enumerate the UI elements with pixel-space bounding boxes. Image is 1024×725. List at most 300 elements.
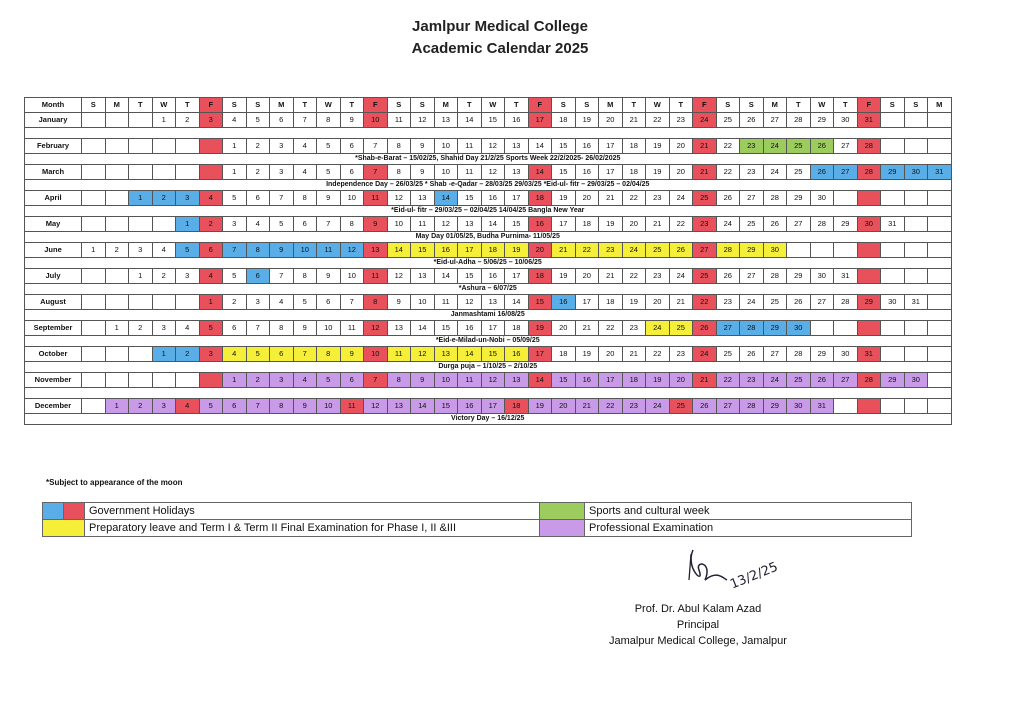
month-label: July <box>25 269 82 284</box>
day-cell <box>881 347 905 362</box>
day-cell: 19 <box>622 295 646 310</box>
day-cell: 24 <box>646 399 670 414</box>
day-cell <box>928 399 952 414</box>
day-cell: 14 <box>434 269 458 284</box>
day-cell <box>199 165 223 180</box>
month-label: May <box>25 217 82 232</box>
day-cell <box>105 217 129 232</box>
day-cell: 14 <box>458 347 482 362</box>
day-cell: 10 <box>434 139 458 154</box>
day-cell: 7 <box>246 399 270 414</box>
day-cell: 27 <box>740 269 764 284</box>
day-cell: 20 <box>552 399 576 414</box>
day-cell: 14 <box>481 217 505 232</box>
legend-swatch-green <box>540 503 585 520</box>
academic-calendar-table <box>24 97 952 425</box>
day-cell: 19 <box>646 139 670 154</box>
day-cell: 3 <box>176 191 200 206</box>
day-cell: 1 <box>105 399 129 414</box>
day-cell: 3 <box>152 399 176 414</box>
day-cell: 17 <box>458 243 482 258</box>
weekday-header: W <box>481 98 505 113</box>
day-cell: 10 <box>434 165 458 180</box>
day-cell: 7 <box>223 243 247 258</box>
day-cell <box>857 243 881 258</box>
day-cell: 6 <box>270 347 294 362</box>
day-cell: 2 <box>152 191 176 206</box>
day-cell: 5 <box>246 347 270 362</box>
page-title: Academic Calendar 2025 <box>411 40 589 57</box>
day-cell: 23 <box>646 269 670 284</box>
weekday-header: T <box>669 98 693 113</box>
day-cell: 16 <box>458 399 482 414</box>
holiday-note-row <box>25 258 952 269</box>
day-cell: 14 <box>434 191 458 206</box>
legend-swatch-blue <box>43 503 64 520</box>
day-cell: 30 <box>810 269 834 284</box>
day-cell: 8 <box>293 191 317 206</box>
day-cell: 12 <box>481 165 505 180</box>
day-cell: 24 <box>646 321 670 336</box>
day-cell: 10 <box>317 399 341 414</box>
day-cell <box>881 321 905 336</box>
day-cell: 6 <box>340 165 364 180</box>
day-cell: 19 <box>505 243 529 258</box>
day-cell: 6 <box>246 191 270 206</box>
day-cell: 6 <box>246 269 270 284</box>
day-cell: 20 <box>552 321 576 336</box>
weekday-header: M <box>928 98 952 113</box>
day-cell: 2 <box>246 373 270 388</box>
day-cell: 9 <box>317 269 341 284</box>
day-cell: 11 <box>458 139 482 154</box>
day-cell <box>82 321 106 336</box>
day-cell: 29 <box>763 399 787 414</box>
day-cell <box>834 191 858 206</box>
day-cell: 19 <box>646 165 670 180</box>
day-cell: 9 <box>411 139 435 154</box>
day-cell: 12 <box>387 269 411 284</box>
day-cell: 7 <box>317 217 341 232</box>
day-cell <box>928 191 952 206</box>
day-cell: 1 <box>223 165 247 180</box>
day-cell: 18 <box>528 191 552 206</box>
day-cell: 28 <box>716 243 740 258</box>
weekday-header: T <box>340 98 364 113</box>
month-label: November <box>25 373 82 388</box>
weekday-header: W <box>810 98 834 113</box>
day-cell: 18 <box>552 347 576 362</box>
day-cell: 25 <box>716 347 740 362</box>
day-cell: 16 <box>575 139 599 154</box>
day-cell <box>129 295 153 310</box>
day-cell: 8 <box>293 269 317 284</box>
day-cell <box>904 399 928 414</box>
day-cell: 17 <box>481 321 505 336</box>
day-cell: 9 <box>364 217 388 232</box>
day-cell: 15 <box>552 373 576 388</box>
day-cell: 9 <box>317 191 341 206</box>
day-cell: 22 <box>716 373 740 388</box>
day-cell: 2 <box>199 217 223 232</box>
holiday-note <box>25 388 952 399</box>
day-cell: 2 <box>246 165 270 180</box>
day-cell <box>928 321 952 336</box>
day-cell: 8 <box>364 295 388 310</box>
day-cell <box>82 191 106 206</box>
day-cell: 7 <box>270 191 294 206</box>
day-cell: 29 <box>834 217 858 232</box>
day-cell <box>176 165 200 180</box>
day-cell: 20 <box>528 243 552 258</box>
day-cell: 16 <box>552 295 576 310</box>
day-cell: 14 <box>528 139 552 154</box>
day-cell <box>928 347 952 362</box>
day-cell: 13 <box>434 347 458 362</box>
day-cell: 4 <box>199 191 223 206</box>
day-cell: 27 <box>716 321 740 336</box>
day-cell: 15 <box>458 269 482 284</box>
day-cell <box>82 347 106 362</box>
holiday-note-row <box>25 336 952 347</box>
month-row <box>25 165 952 180</box>
day-cell: 27 <box>763 347 787 362</box>
day-cell: 1 <box>82 243 106 258</box>
day-cell <box>881 269 905 284</box>
day-cell <box>928 113 952 128</box>
weekday-header: S <box>223 98 247 113</box>
signatory-institution: Jamalpur Medical College, Jamalpur <box>609 635 787 647</box>
day-cell: 8 <box>387 373 411 388</box>
holiday-note: *Eid-e-Milad-un-Nobi – 05/09/25 <box>25 336 952 347</box>
day-cell: 23 <box>693 217 717 232</box>
weekday-header: S <box>387 98 411 113</box>
day-cell: 16 <box>528 217 552 232</box>
day-cell: 6 <box>199 243 223 258</box>
day-cell: 3 <box>199 347 223 362</box>
moon-footnote: *Subject to appearance of the moon <box>46 478 183 487</box>
weekday-header: M <box>434 98 458 113</box>
day-cell: 26 <box>669 243 693 258</box>
day-cell <box>904 191 928 206</box>
day-cell: 21 <box>669 295 693 310</box>
day-cell: 22 <box>716 139 740 154</box>
day-cell <box>199 373 223 388</box>
day-cell: 30 <box>834 347 858 362</box>
day-cell: 27 <box>763 113 787 128</box>
day-cell: 28 <box>787 347 811 362</box>
day-cell <box>857 321 881 336</box>
day-cell: 2 <box>176 113 200 128</box>
day-cell: 16 <box>481 191 505 206</box>
month-label: January <box>25 113 82 128</box>
month-row <box>25 269 952 284</box>
day-cell: 23 <box>740 139 764 154</box>
day-cell: 28 <box>857 165 881 180</box>
day-cell: 12 <box>481 139 505 154</box>
day-cell: 2 <box>129 399 153 414</box>
day-cell: 13 <box>387 321 411 336</box>
day-cell: 15 <box>434 321 458 336</box>
day-cell: 6 <box>223 321 247 336</box>
holiday-note <box>25 128 952 139</box>
day-cell: 26 <box>740 113 764 128</box>
day-cell: 22 <box>669 217 693 232</box>
day-cell <box>904 321 928 336</box>
day-cell: 10 <box>434 373 458 388</box>
day-cell <box>82 295 106 310</box>
day-cell: 22 <box>622 269 646 284</box>
day-cell: 11 <box>387 347 411 362</box>
day-cell <box>928 243 952 258</box>
day-cell: 12 <box>411 113 435 128</box>
legend-swatch-purple <box>540 520 585 537</box>
day-cell: 26 <box>810 373 834 388</box>
day-cell: 29 <box>810 347 834 362</box>
day-cell <box>857 399 881 414</box>
day-cell: 26 <box>810 139 834 154</box>
day-cell: 9 <box>411 165 435 180</box>
day-cell: 28 <box>740 321 764 336</box>
weekday-header: T <box>458 98 482 113</box>
day-cell: 12 <box>411 347 435 362</box>
day-cell: 17 <box>599 139 623 154</box>
day-cell: 14 <box>528 165 552 180</box>
day-cell <box>904 269 928 284</box>
day-cell: 5 <box>176 243 200 258</box>
weekday-header: S <box>740 98 764 113</box>
day-cell: 5 <box>270 217 294 232</box>
weekday-header: S <box>82 98 106 113</box>
day-cell: 20 <box>669 373 693 388</box>
day-cell: 25 <box>787 373 811 388</box>
day-cell: 11 <box>411 217 435 232</box>
day-cell: 25 <box>646 243 670 258</box>
day-cell <box>82 217 106 232</box>
day-cell: 18 <box>481 243 505 258</box>
day-cell: 14 <box>411 321 435 336</box>
day-cell: 7 <box>293 113 317 128</box>
day-cell: 20 <box>575 269 599 284</box>
day-cell: 3 <box>246 295 270 310</box>
day-cell: 5 <box>317 165 341 180</box>
day-cell: 30 <box>763 243 787 258</box>
day-cell: 9 <box>340 347 364 362</box>
weekday-header: W <box>317 98 341 113</box>
day-cell: 7 <box>364 373 388 388</box>
day-cell <box>834 399 858 414</box>
day-cell: 3 <box>270 373 294 388</box>
day-cell: 19 <box>575 113 599 128</box>
day-cell: 13 <box>411 191 435 206</box>
day-cell: 20 <box>669 139 693 154</box>
day-cell: 7 <box>270 269 294 284</box>
day-cell: 6 <box>293 217 317 232</box>
day-cell: 10 <box>317 321 341 336</box>
day-cell <box>82 399 106 414</box>
weekday-header: T <box>622 98 646 113</box>
day-cell <box>129 139 153 154</box>
day-cell: 27 <box>693 243 717 258</box>
day-cell <box>82 139 106 154</box>
day-cell: 6 <box>340 139 364 154</box>
day-cell: 25 <box>787 139 811 154</box>
day-cell <box>105 191 129 206</box>
day-cell: 15 <box>552 165 576 180</box>
day-cell: 20 <box>599 113 623 128</box>
day-cell <box>176 373 200 388</box>
day-cell: 5 <box>199 399 223 414</box>
day-cell: 28 <box>857 373 881 388</box>
day-cell: 10 <box>293 243 317 258</box>
day-cell: 27 <box>716 399 740 414</box>
day-cell <box>928 295 952 310</box>
day-cell <box>152 373 176 388</box>
day-cell: 19 <box>552 269 576 284</box>
day-cell <box>129 217 153 232</box>
day-cell: 10 <box>364 113 388 128</box>
day-cell: 2 <box>176 347 200 362</box>
day-cell: 18 <box>575 217 599 232</box>
day-cell: 25 <box>669 399 693 414</box>
day-cell <box>904 243 928 258</box>
weekday-header: T <box>834 98 858 113</box>
day-cell: 31 <box>857 113 881 128</box>
day-cell: 25 <box>669 321 693 336</box>
day-cell: 4 <box>176 399 200 414</box>
weekday-header: S <box>716 98 740 113</box>
month-row <box>25 139 952 154</box>
day-cell: 23 <box>716 295 740 310</box>
day-cell: 23 <box>740 165 764 180</box>
day-cell: 12 <box>364 321 388 336</box>
day-cell: 6 <box>340 373 364 388</box>
day-cell: 26 <box>763 217 787 232</box>
day-cell: 17 <box>481 399 505 414</box>
day-cell <box>928 217 952 232</box>
holiday-note: *Eid-ul- fitr – 29/03/25 – 02/04/25 14/04/25 Bangla New Year <box>25 206 952 217</box>
day-cell: 3 <box>270 139 294 154</box>
day-cell: 4 <box>293 139 317 154</box>
day-cell: 23 <box>740 373 764 388</box>
day-cell: 17 <box>528 347 552 362</box>
day-cell <box>129 113 153 128</box>
day-cell: 5 <box>246 113 270 128</box>
day-cell: 24 <box>693 113 717 128</box>
day-cell: 1 <box>223 373 247 388</box>
day-cell: 16 <box>505 113 529 128</box>
day-cell: 26 <box>716 269 740 284</box>
day-cell: 19 <box>575 347 599 362</box>
day-cell: 18 <box>528 269 552 284</box>
day-cell: 31 <box>834 269 858 284</box>
legend-preparatory-leave: Preparatory leave and Term I & Term II Final Examination for Phase I, II &III <box>85 520 540 537</box>
holiday-note-row <box>25 414 952 425</box>
day-cell: 4 <box>199 269 223 284</box>
day-cell: 30 <box>834 113 858 128</box>
day-cell: 11 <box>458 165 482 180</box>
day-cell: 23 <box>599 243 623 258</box>
day-cell <box>105 373 129 388</box>
day-cell: 15 <box>552 139 576 154</box>
day-cell: 4 <box>293 373 317 388</box>
day-cell: 5 <box>223 191 247 206</box>
weekday-header: F <box>364 98 388 113</box>
day-cell: 14 <box>505 295 529 310</box>
signature-date: 13/2/25 <box>728 559 781 593</box>
day-cell: 1 <box>152 113 176 128</box>
day-cell: 18 <box>622 165 646 180</box>
weekday-header: S <box>881 98 905 113</box>
day-cell: 1 <box>199 295 223 310</box>
day-cell: 24 <box>716 217 740 232</box>
day-cell: 21 <box>599 191 623 206</box>
holiday-note-row <box>25 206 952 217</box>
day-cell <box>904 113 928 128</box>
day-cell: 29 <box>810 113 834 128</box>
holiday-note: *Ashura – 6/07/25 <box>25 284 952 295</box>
day-cell: 14 <box>411 399 435 414</box>
day-cell: 13 <box>458 217 482 232</box>
day-cell: 19 <box>528 399 552 414</box>
day-cell: 22 <box>622 191 646 206</box>
day-cell <box>857 269 881 284</box>
day-cell: 7 <box>340 295 364 310</box>
day-cell: 24 <box>763 139 787 154</box>
day-cell: 5 <box>293 295 317 310</box>
day-cell: 31 <box>928 165 952 180</box>
day-cell: 11 <box>317 243 341 258</box>
day-cell: 9 <box>387 295 411 310</box>
day-cell: 3 <box>199 113 223 128</box>
day-cell: 16 <box>575 373 599 388</box>
day-cell: 20 <box>599 347 623 362</box>
month-row <box>25 321 952 336</box>
day-cell: 19 <box>646 373 670 388</box>
day-cell: 17 <box>552 217 576 232</box>
month-row <box>25 217 952 232</box>
day-cell: 25 <box>716 113 740 128</box>
day-cell: 4 <box>293 165 317 180</box>
day-cell: 25 <box>763 295 787 310</box>
day-cell: 15 <box>481 113 505 128</box>
day-cell: 19 <box>528 321 552 336</box>
weekday-header: S <box>904 98 928 113</box>
day-cell: 31 <box>881 217 905 232</box>
weekday-header: M <box>763 98 787 113</box>
day-cell: 24 <box>763 165 787 180</box>
day-cell: 28 <box>763 191 787 206</box>
day-cell: 24 <box>763 373 787 388</box>
day-cell: 29 <box>881 373 905 388</box>
day-cell: 13 <box>505 165 529 180</box>
day-cell: 16 <box>575 165 599 180</box>
day-cell: 22 <box>646 347 670 362</box>
holiday-note-row <box>25 362 952 373</box>
day-cell: 11 <box>387 113 411 128</box>
day-cell: 20 <box>646 295 670 310</box>
holiday-note-row <box>25 232 952 243</box>
day-cell: 17 <box>505 269 529 284</box>
day-cell: 28 <box>810 217 834 232</box>
holiday-note-row <box>25 154 952 165</box>
day-cell: 10 <box>364 347 388 362</box>
day-cell: 20 <box>669 165 693 180</box>
day-cell: 21 <box>622 347 646 362</box>
day-cell <box>928 373 952 388</box>
holiday-note-row <box>25 128 952 139</box>
day-cell: 21 <box>693 165 717 180</box>
